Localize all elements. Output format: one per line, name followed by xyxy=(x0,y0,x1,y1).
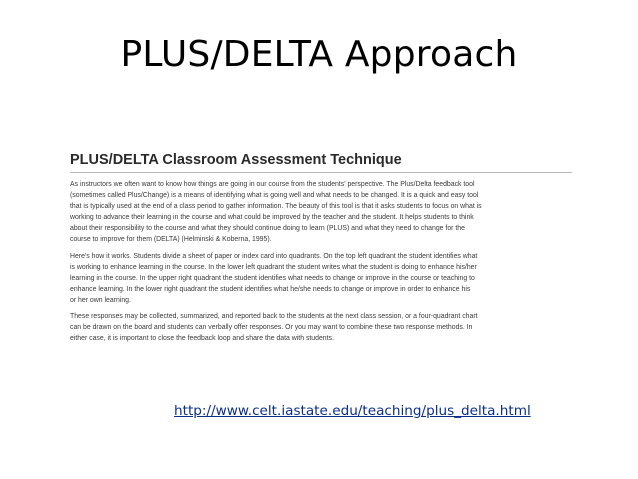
paragraph-line: either case, it is important to close the feedback loop and share the data with students. xyxy=(70,335,334,343)
responses-paragraph xyxy=(70,311,572,344)
paragraph-line: or her own learning. xyxy=(70,296,131,304)
paragraph-line: course to improve for them (DELTA) (Helminski & Koberna, 1995). xyxy=(70,236,272,244)
paragraph-line: These responses may be collected, summarized, and reported back to the students at the next class session, or a four-quadrant chart xyxy=(70,313,478,321)
paragraph-line: about their responsibility to the course and what they should continue doing to learn (PLUS) and what they need to change for the xyxy=(70,225,465,233)
paragraph-line: that is typically used at the end of a class period to gather information. The beauty of this tool is that it asks students to focus on what is xyxy=(70,203,482,211)
intro-paragraph xyxy=(70,179,572,246)
paragraph-line: As instructors we often want to know how things are going in our course from the students' perspective. The Plus/Delta feedback tool xyxy=(70,181,475,188)
paragraph-line: is working to enhance learning in the course. In the lower left quadrant the student writes what the student is doing to enhance his/her xyxy=(70,263,477,271)
source-url-link[interactable]: http://www.celt.iastate.edu/teaching/plus_delta.html xyxy=(174,403,531,419)
paragraph-line: (sometimes called Plus/Change) is a means of identifying what is going well and what needs to be changed. It is a quick and easy tool xyxy=(70,192,479,200)
article-excerpt xyxy=(70,152,572,349)
paragraph-line: can be drawn on the board and students can verbally offer responses. Or you may want to combine these two response methods. In xyxy=(70,324,473,332)
article-heading: PLUS/DELTA Classroom Assessment Technique xyxy=(70,152,572,173)
paragraph-line: enhance learning. In the lower right quadrant the student identifies what he/she needs to change or improve in order to enhance his xyxy=(70,285,471,293)
how-it-works-paragraph xyxy=(70,251,572,306)
paragraph-line: Here's how it works. Students divide a sheet of paper or index card into quadrants. On the top left quadrant the student identifies what xyxy=(70,252,478,260)
paragraph-line: learning in the course. In the upper right quadrant the student identifies what needs to change or improve in the course or teaching to xyxy=(70,274,475,282)
slide-title: PLUS/DELTA Approach xyxy=(120,34,518,75)
paragraph-line: working to advance their learning in the course and what could be improved by the teacher and the student. It helps students to think xyxy=(70,214,474,222)
